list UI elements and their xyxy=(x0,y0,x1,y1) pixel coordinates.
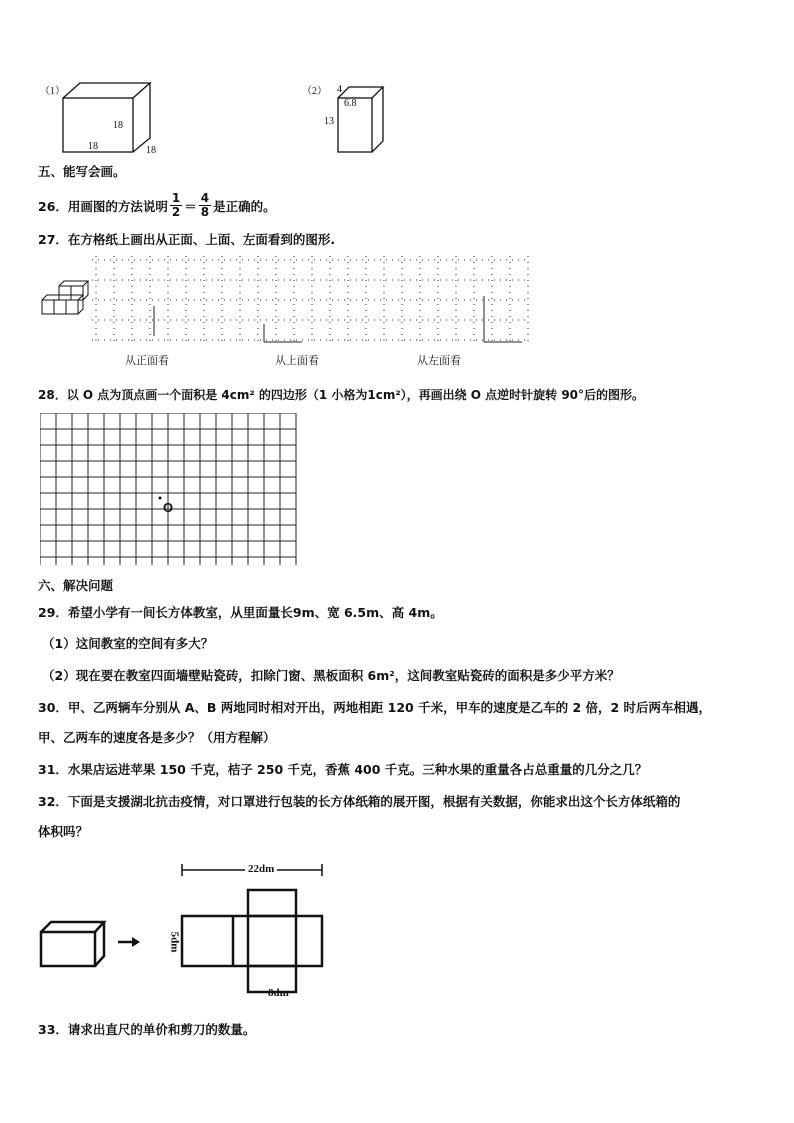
figure-2-cuboid xyxy=(335,84,390,156)
q26-prefix: 26．用画图的方法说明 xyxy=(38,198,168,214)
question-30-line1: 30．甲、乙两辆车分别从 A、B 两地同时相对开出，两地相距 120 千米，甲车的速度是乙车的 2 倍，2 时后两车相遇， xyxy=(38,700,712,715)
question-32-line1: 32．下面是支援湖北抗击疫情，对口罩进行包装的长方体纸箱的展开图，根据有关数据，你能求出这个长方体纸箱的 xyxy=(38,794,681,809)
net-dim-left: 5dm xyxy=(168,931,181,953)
fraction-1-num: 1 xyxy=(171,191,181,205)
q26-suffix: 是正确的。 xyxy=(213,198,276,214)
fraction-1-den: 2 xyxy=(171,205,181,219)
question-31: 31．水果店运进苹果 150 千克，桔子 250 千克，香蕉 400 千克。三种水果的重量各占总重量的几分之几？ xyxy=(38,762,648,777)
view-label-left: 从左面看 xyxy=(417,354,461,367)
fraction-4-8 xyxy=(199,192,211,219)
question-27: 27．在方格纸上画出从正面、上面、左面看到的图形. xyxy=(38,232,336,247)
fraction-2-num: 4 xyxy=(200,191,210,205)
figure-1-dim-c: 18 xyxy=(146,145,156,156)
question-33: 33．请求出直尺的单价和剪刀的数量。 xyxy=(38,1022,256,1037)
figure-2-label: （2） xyxy=(302,86,327,97)
box-net-figure xyxy=(36,860,336,1010)
figure-1-label: （1） xyxy=(40,86,65,97)
question-26 xyxy=(38,192,276,219)
point-o-label: O xyxy=(163,500,174,515)
view-label-front: 从正面看 xyxy=(125,354,169,367)
net-dim-top: 22dm xyxy=(245,863,277,875)
question-29: 29．希望小学有一间长方体教室，从里面量长9m、宽 6.5m、高 4m。 xyxy=(38,605,443,620)
fraction-1-2 xyxy=(170,192,182,219)
figure-1-dim-b: 18 xyxy=(88,141,98,152)
section-6-heading: 六、解决问题 xyxy=(38,578,114,593)
cube-stack-figure xyxy=(40,278,90,320)
dotted-grid-paper xyxy=(92,256,532,348)
question-28: 28．以 O 点为顶点画一个面积是 4cm² 的四边形（1 小格为1cm²），再画出绕 O 点逆时针旋转 90°后的图形。 xyxy=(38,388,645,402)
view-label-top: 从上面看 xyxy=(275,354,319,367)
question-32-line2: 体积吗？ xyxy=(38,824,89,839)
question-29-sub1: （1）这间教室的空间有多大？ xyxy=(42,636,214,651)
figure-2-dim-a: 4 xyxy=(337,84,342,95)
net-dim-bottom: 8dm xyxy=(268,987,289,999)
figure-1-dim-a: 18 xyxy=(113,120,123,131)
figure-2-dim-c: 13 xyxy=(324,116,334,127)
square-grid xyxy=(40,413,300,568)
fraction-2-den: 8 xyxy=(200,205,210,219)
point-o xyxy=(159,497,162,500)
question-29-sub2: （2）现在要在教室四面墙壁贴瓷砖，扣除门窗、黑板面积 6m²，这间教室贴瓷砖的面积是多少平方米？ xyxy=(42,668,620,683)
question-30-line2: 甲、乙两车的速度各是多少？（用方程解） xyxy=(38,730,276,745)
figure-2-dim-b: 6.8 xyxy=(344,98,357,109)
section-5-heading: 五、能写会画。 xyxy=(38,164,126,179)
q26-equals: ＝ xyxy=(184,198,197,214)
